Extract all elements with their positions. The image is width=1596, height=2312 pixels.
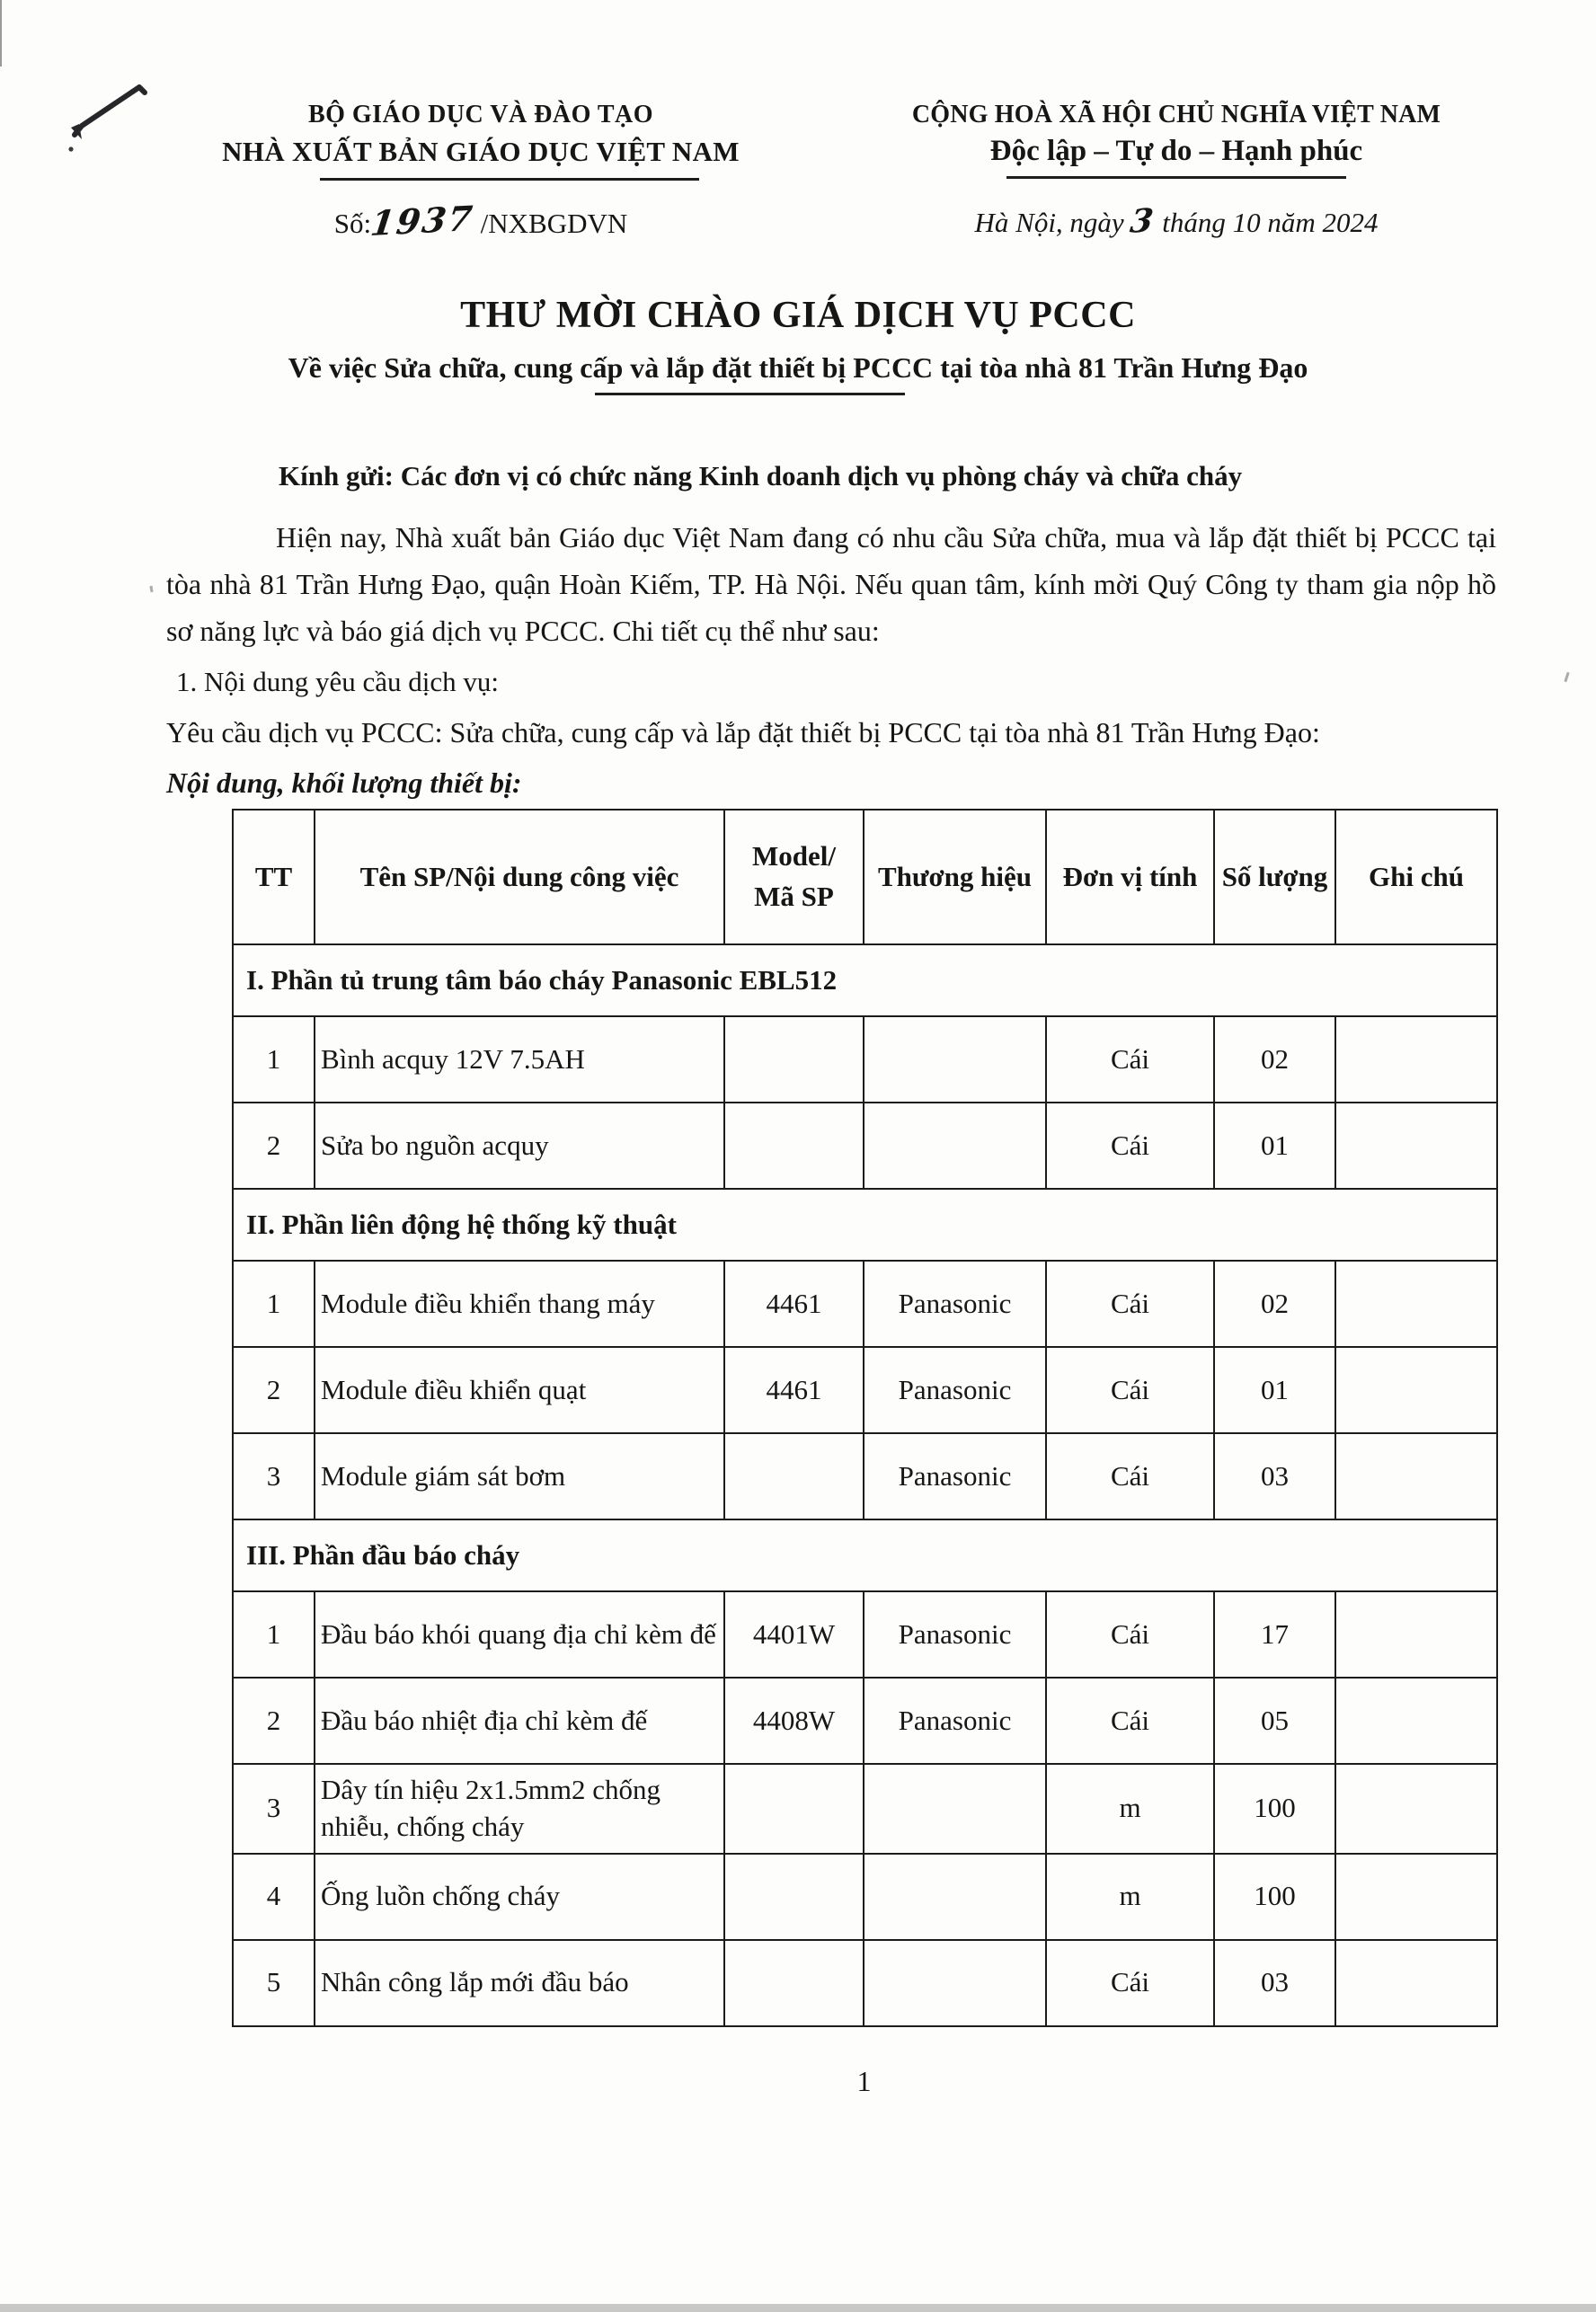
table-cell: Cái (1046, 1433, 1214, 1519)
table-cell: Bình acquy 12V 7.5AH (315, 1016, 724, 1103)
table-cell: Module giám sát bơm (315, 1433, 724, 1519)
table-header-row (233, 810, 1497, 944)
table-cell: 4461 (724, 1261, 864, 1347)
col-header-qty: Số lượng (1214, 810, 1335, 944)
table-cell: 100 (1214, 1764, 1335, 1854)
pen-stroke-mark (49, 65, 166, 164)
place-date-line (857, 201, 1495, 241)
page-number: 1 (856, 2064, 872, 2097)
table-cell: Cái (1046, 1940, 1214, 2026)
date-day-handwritten: 3 (1128, 201, 1158, 241)
equipment-table (232, 809, 1498, 2027)
table-cell: Đầu báo nhiệt địa chỉ kèm đế (315, 1678, 724, 1764)
table-cell: 3 (233, 1433, 315, 1519)
ref-prefix: Số: (333, 208, 372, 239)
table-section-row (233, 944, 1497, 1016)
table-section-title: III. Phần đầu báo cháy (233, 1519, 1497, 1591)
table-cell: Đầu báo khói quang địa chỉ kèm đế (315, 1591, 724, 1678)
table-cell: Module điều khiển quạt (315, 1347, 724, 1433)
table-cell: Cái (1046, 1678, 1214, 1764)
table-cell: 1 (233, 1591, 315, 1678)
national-heading-block (857, 101, 1495, 240)
table-cell (1335, 1764, 1497, 1854)
document-title: THƯ MỜI CHÀO GIÁ DỊCH VỤ PCCC (460, 295, 1136, 336)
table-cell: 4 (233, 1854, 315, 1940)
table-cell: Panasonic (864, 1678, 1046, 1764)
org-name: NHÀ XUẤT BẢN GIÁO DỤC VIỆT NAM (222, 136, 740, 167)
table-cell: 02 (1214, 1016, 1335, 1103)
table-row (233, 1016, 1497, 1103)
table-cell: 17 (1214, 1591, 1335, 1678)
national-title: CỘNG HOÀ XÃ HỘI CHỦ NGHĨA VIỆT NAM (911, 101, 1441, 128)
motto-underline (1006, 176, 1346, 179)
body-paragraph-1: Hiện nay, Nhà xuất bản Giáo dục Việt Nam đang có nhu cầu Sửa chữa, mua và lắp đặt thiết bị PCCC tại tòa nhà 81 Trần Hưng Đạo, quận Hoàn Kiếm, TP. Hà Nội. Nếu quan tâm, kính mời Quý Công ty tham gia nộp hồ sơ năng lực và báo giá dịch vụ PCCC. Chi tiết cụ thể như sau: (166, 521, 1496, 647)
table-cell: m (1046, 1764, 1214, 1854)
table-cell: 2 (233, 1347, 315, 1433)
document-header (0, 101, 1596, 244)
table-cell: Panasonic (864, 1591, 1046, 1678)
table-row (233, 1261, 1497, 1347)
table-cell: Dây tín hiệu 2x1.5mm2 chống nhiễu, chống cháy (315, 1764, 724, 1854)
table-cell (1335, 1591, 1497, 1678)
table-cell: 03 (1214, 1433, 1335, 1519)
date-suffix: tháng 10 năm 2024 (1155, 207, 1379, 238)
col-header-name: Tên SP/Nội dung công việc (315, 810, 724, 944)
table-row (233, 1764, 1497, 1854)
table-cell: 2 (233, 1678, 315, 1764)
issuing-org-block (135, 101, 827, 244)
table-cell (864, 1940, 1046, 2026)
table-cell (1335, 1854, 1497, 1940)
table-cell: Nhân công lắp mới đầu báo (315, 1940, 724, 2026)
table-cell: 02 (1214, 1261, 1335, 1347)
table-cell (724, 1854, 864, 1940)
table-row (233, 1347, 1497, 1433)
table-cell: m (1046, 1854, 1214, 1940)
table-cell: 01 (1214, 1103, 1335, 1189)
table-row (233, 1940, 1497, 2026)
equipment-table-body (233, 944, 1497, 2026)
table-cell: 2 (233, 1103, 315, 1189)
table-cell: 4401W (724, 1591, 864, 1678)
table-row (233, 1854, 1497, 1940)
table-cell: 03 (1214, 1940, 1335, 2026)
table-cell: 4408W (724, 1678, 864, 1764)
table-cell (864, 1854, 1046, 1940)
ref-number-handwritten: 1937 (368, 198, 477, 244)
table-cell: 1 (233, 1016, 315, 1103)
table-section-title: I. Phần tủ trung tâm báo cháy Panasonic EBL512 (233, 944, 1497, 1016)
scan-edge-artifact (0, 0, 2, 66)
table-cell (1335, 1261, 1497, 1347)
table-row (233, 1103, 1497, 1189)
salutation-line: Kính gửi: Các đơn vị có chức năng Kinh doanh dịch vụ phòng cháy và chữa cháy (279, 460, 1243, 492)
table-row (233, 1433, 1497, 1519)
scan-speck (149, 586, 153, 592)
table-row (233, 1678, 1497, 1764)
org-parent-name: BỘ GIÁO DỤC VÀ ĐÀO TẠO (307, 101, 654, 128)
table-cell: 100 (1214, 1854, 1335, 1940)
table-cell: Module điều khiển thang máy (315, 1261, 724, 1347)
table-cell: Cái (1046, 1261, 1214, 1347)
table-cell: 1 (233, 1261, 315, 1347)
table-cell (1335, 1347, 1497, 1433)
table-row (233, 1591, 1497, 1678)
subtitle-divider (595, 393, 905, 395)
reference-number-line (135, 198, 827, 244)
table-cell: Ống luồn chống cháy (315, 1854, 724, 1940)
table-cell (864, 1016, 1046, 1103)
table-section-title: II. Phần liên động hệ thống kỹ thuật (233, 1189, 1497, 1261)
col-header-unit: Đơn vị tính (1046, 810, 1214, 944)
table-cell (864, 1103, 1046, 1189)
date-prefix: Hà Nội, ngày (974, 207, 1131, 238)
table-cell: 05 (1214, 1678, 1335, 1764)
table-cell: Sửa bo nguồn acquy (315, 1103, 724, 1189)
body-paragraph-2: Yêu cầu dịch vụ PCCC: Sửa chữa, cung cấp và lắp đặt thiết bị PCCC tại tòa nhà 81 Trần Hưng Đạo: (166, 716, 1320, 749)
table-cell (724, 1433, 864, 1519)
table-cell (1335, 1940, 1497, 2026)
national-motto: Độc lập – Tự do – Hạnh phúc (989, 135, 1363, 167)
table-cell: Panasonic (864, 1347, 1046, 1433)
section-1-heading: 1. Nội dung yêu cầu dịch vụ: (176, 666, 500, 697)
table-section-row (233, 1519, 1497, 1591)
table-cell (864, 1764, 1046, 1854)
col-header-brand: Thương hiệu (864, 810, 1046, 944)
table-cell: Cái (1046, 1591, 1214, 1678)
col-header-tt: TT (233, 810, 315, 944)
table-cell: 5 (233, 1940, 315, 2026)
col-header-model: Model/ Mã SP (724, 810, 864, 944)
table-cell: Cái (1046, 1103, 1214, 1189)
table-cell: Cái (1046, 1347, 1214, 1433)
table-cell (1335, 1433, 1497, 1519)
table-caption: Nội dung, khối lượng thiết bị: (166, 766, 522, 799)
table-cell (724, 1764, 864, 1854)
table-cell: 4461 (724, 1347, 864, 1433)
scan-bottom-edge (0, 2304, 1596, 2312)
table-cell: Cái (1046, 1016, 1214, 1103)
table-cell: Panasonic (864, 1261, 1046, 1347)
ref-suffix: /NXBGDVN (473, 208, 628, 239)
table-cell (724, 1103, 864, 1189)
org-underline (320, 178, 699, 181)
table-cell (1335, 1103, 1497, 1189)
table-cell (1335, 1678, 1497, 1764)
table-cell: 01 (1214, 1347, 1335, 1433)
table-cell (1335, 1016, 1497, 1103)
table-cell (724, 1016, 864, 1103)
table-section-row (233, 1189, 1497, 1261)
table-cell: Panasonic (864, 1433, 1046, 1519)
col-header-note: Ghi chú (1335, 810, 1497, 944)
document-subtitle: Về việc Sửa chữa, cung cấp và lắp đặt thiết bị PCCC tại tòa nhà 81 Trần Hưng Đạo (288, 351, 1308, 384)
table-cell: 3 (233, 1764, 315, 1854)
table-cell (724, 1940, 864, 2026)
